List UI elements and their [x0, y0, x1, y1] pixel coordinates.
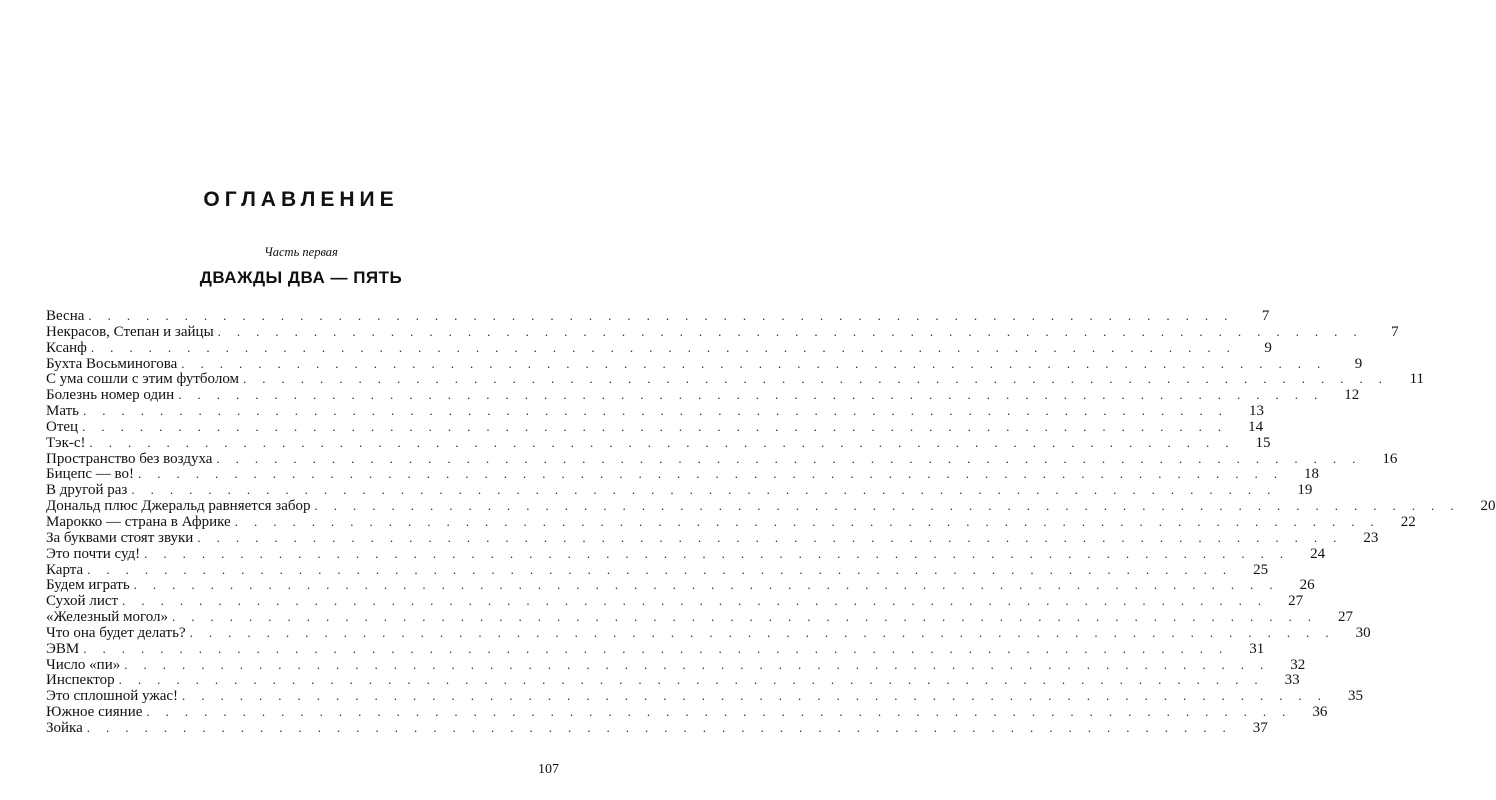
- toc-entry-title: За буквами стоят звуки: [46, 529, 194, 546]
- toc-entry: [46, 545, 1326, 562]
- toc-dot-leader: ............................................................: [243, 371, 1399, 387]
- toc-entry-title: Сухой лист: [46, 593, 119, 610]
- toc-entry-page: 31: [1249, 640, 1265, 657]
- toc-entry-title: Южное сияние: [46, 704, 143, 721]
- toc-dot-leader: ............................................................: [133, 577, 1289, 593]
- toc-entry: [46, 434, 1271, 451]
- toc-dot-leader: ............................................................: [314, 498, 1470, 514]
- toc-dot-leader: ............................................................: [146, 704, 1302, 720]
- toc-entry: [46, 482, 1313, 499]
- toc-entry-title: Пространство без воздуха: [46, 450, 213, 467]
- toc-entry-page: 16: [1382, 450, 1398, 467]
- toc-entry-page: 35: [1348, 688, 1364, 705]
- toc-entry: [46, 688, 1364, 705]
- toc-dot-leader: ............................................................: [86, 719, 1242, 735]
- toc-entry-page: 15: [1255, 434, 1271, 451]
- toc-entry-page: 27: [1338, 609, 1354, 626]
- toc-entry-title: Это почти суд!: [46, 545, 141, 562]
- toc-dot-leader: ............................................................: [217, 323, 1373, 339]
- toc-entry: [46, 640, 1265, 657]
- toc-entry-title: Марокко — страна в Африке: [46, 513, 231, 530]
- toc-entry: [46, 561, 1269, 578]
- toc-dot-leader: ............................................................: [87, 561, 1243, 577]
- toc-entry-title: Мать: [46, 403, 80, 420]
- toc-entry-title: Что она будет делать?: [46, 624, 186, 641]
- toc-entry-page: 7: [1391, 323, 1399, 340]
- toc-entry: [46, 371, 1425, 388]
- toc-dot-leader: ............................................................: [197, 529, 1353, 545]
- toc-entry-page: 32: [1290, 656, 1306, 673]
- part-label: Часть первая: [264, 245, 338, 259]
- toc-entry-title: Будем играть: [46, 577, 130, 594]
- toc-dot-leader: ............................................................: [83, 403, 1239, 419]
- toc-dot-leader: ............................................................: [216, 450, 1372, 466]
- toc-entry-title: Бухта Восьминогова: [46, 355, 178, 372]
- toc-dot-leader: ............................................................: [172, 609, 1328, 625]
- contents-heading: ОГЛАВЛЕНИЕ: [203, 188, 399, 211]
- toc-entry-title: Дональд плюс Джеральд равняется забор: [46, 498, 311, 515]
- toc-entry-page: 18: [1304, 466, 1319, 483]
- toc-entry-title: Тэк-с!: [46, 434, 86, 451]
- toc-dot-leader: ............................................................: [124, 656, 1280, 672]
- toc-entry-title: Некрасов, Степан и зайцы: [46, 323, 214, 340]
- toc-dot-leader: ............................................................: [234, 513, 1390, 529]
- toc-entry: [46, 387, 1360, 404]
- toc-entry-page: 37: [1252, 719, 1268, 736]
- toc-entry-title: Это сплошной ужас!: [46, 688, 179, 705]
- toc-entry-title: «Железный могол»: [46, 609, 169, 626]
- toc-entry-title: Болезнь номер один: [46, 387, 175, 404]
- toc-dot-leader: ............................................................: [90, 339, 1246, 355]
- toc-entry: [46, 308, 1270, 324]
- toc-entry: [46, 656, 1306, 673]
- toc-dot-leader: ............................................................: [131, 482, 1287, 498]
- toc-entry: [46, 529, 1379, 546]
- toc-entry: [46, 466, 1319, 483]
- toc-entry-title: Зойка: [46, 719, 83, 736]
- page-number: 107: [538, 762, 559, 777]
- toc-entry-page: 9: [1354, 355, 1363, 372]
- toc-dot-leader: ............................................................: [82, 418, 1238, 434]
- toc-entry-page: 11: [1409, 371, 1425, 388]
- toc-dot-leader: ............................................................: [189, 624, 1345, 640]
- toc-entry-title: Инспектор: [46, 672, 115, 689]
- toc-entry-title: Отец: [46, 418, 79, 435]
- toc-entry: [46, 577, 1315, 594]
- toc-dot-leader: ............................................................: [178, 387, 1334, 403]
- toc-entry-page: 7: [1261, 308, 1270, 324]
- toc-entry: [46, 513, 1416, 530]
- toc-entry-title: ЭВМ: [46, 640, 80, 657]
- toc-entry: [46, 624, 1371, 641]
- toc-entry-page: 36: [1312, 704, 1328, 721]
- toc-entry-page: 19: [1297, 482, 1313, 499]
- toc-entry-page: 26: [1299, 577, 1315, 594]
- toc-entry-page: 9: [1264, 339, 1272, 356]
- toc-entry-title: В другой раз: [46, 482, 128, 499]
- section-title: ДВАЖДЫ ДВА — ПЯТЬ: [199, 268, 403, 287]
- toc-dot-leader: ............................................................: [89, 434, 1245, 450]
- toc-entry: [46, 498, 1496, 515]
- toc-entry-page: 25: [1253, 561, 1269, 578]
- toc-entry: [46, 704, 1328, 721]
- toc-dot-leader: ............................................................: [118, 672, 1274, 688]
- toc-entry-page: 14: [1248, 418, 1264, 435]
- toc-entry: [46, 355, 1363, 372]
- toc-dot-leader: ............................................................: [83, 640, 1239, 656]
- toc-entry-page: 12: [1344, 387, 1360, 404]
- toc-entry: [46, 418, 1264, 435]
- toc-dot-leader: ............................................................: [181, 355, 1337, 371]
- toc-entry: [46, 593, 1304, 610]
- toc-dot-leader: ............................................................: [144, 545, 1300, 561]
- toc-entry: [46, 719, 1268, 736]
- toc-entry-title: С ума сошли с этим футболом: [46, 371, 240, 388]
- toc-entry-page: 30: [1355, 624, 1371, 641]
- toc-entry-page: 24: [1310, 545, 1326, 562]
- toc-dot-leader: ............................................................: [88, 308, 1244, 323]
- toc-entry-page: 33: [1284, 672, 1300, 689]
- toc-entry-title: Ксанф: [46, 339, 87, 356]
- toc-dot-leader: ............................................................: [122, 593, 1278, 609]
- toc-entry: [46, 609, 1354, 626]
- toc-entry: [46, 672, 1300, 689]
- toc-entry-title: Карта: [46, 561, 84, 578]
- toc-entry-page: 27: [1288, 593, 1304, 610]
- toc-entry-page: 22: [1400, 513, 1416, 530]
- toc-dot-leader: ............................................................: [138, 466, 1293, 482]
- toc-entry: [46, 323, 1399, 340]
- toc-entry-title: Весна: [46, 308, 85, 324]
- toc-entry-title: Бицепс — во!: [46, 466, 134, 483]
- toc-entry-page: 20: [1480, 498, 1496, 515]
- toc-entry-title: Число «пи»: [46, 656, 121, 673]
- toc-dot-leader: ............................................................: [182, 688, 1338, 704]
- toc-entry: [46, 339, 1272, 356]
- toc-entry-page: 23: [1363, 529, 1379, 546]
- toc-entry-page: 13: [1249, 403, 1265, 420]
- toc-entry: [46, 403, 1265, 420]
- toc-entry: [46, 450, 1398, 467]
- table-of-contents: [46, 308, 1496, 736]
